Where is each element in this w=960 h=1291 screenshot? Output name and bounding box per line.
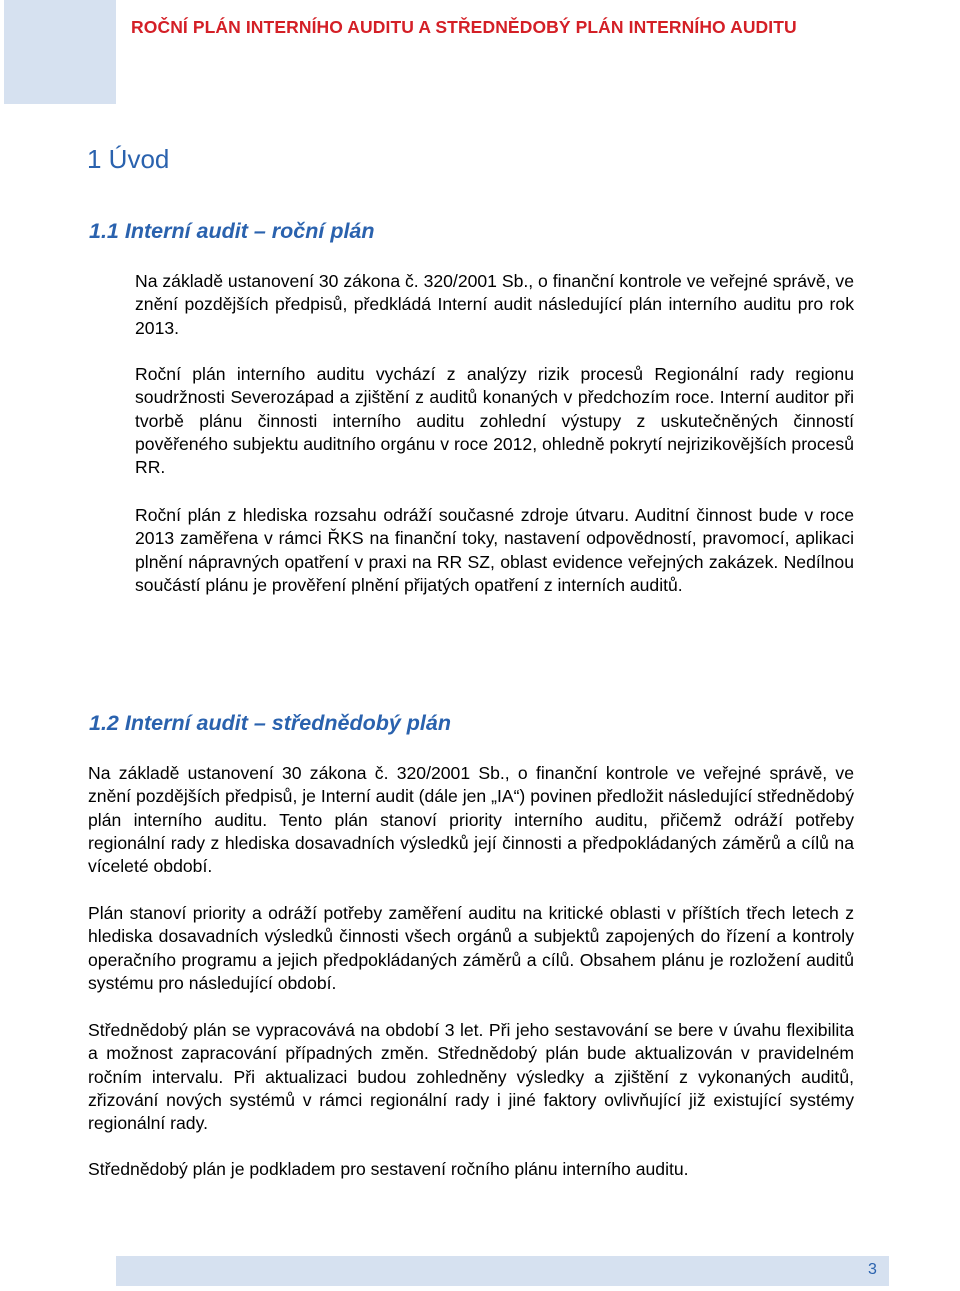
paragraph-strednedoby-1: Na základě ustanovení 30 zákona č. 320/2001 Sb., o finanční kontrole ve veřejné správě, ve znění pozdějších předpisů, je Interní audit (dále jen „IA“) povinen předložit následující střednědobý plán interního auditu. Tento plán stanoví priority interního auditu, přičemž odráží potřeby regionální rady z hlediska dosavadních výsledků její činnosti a předpokládaných záměrů a cílů na víceleté období. — [88, 763, 854, 877]
document-header-title: ROČNÍ PLÁN INTERNÍHO AUDITU A STŘEDNĚDOBÝ PLÁN INTERNÍHO AUDITU — [131, 17, 797, 37]
header-accent-stripe — [4, 0, 116, 104]
paragraph-strednedoby-3: Střednědobý plán se vypracovává na období 3 let. Při jeho sestavování se bere v úvahu flexibilita a možnost zapracování případných změn. Střednědobý plán bude aktualizován v pravidelném ročním intervalu. Při aktualizaci budou zohledněny výsledky a zjištění z vykonaných auditů, zřizování nových systémů v rámci regionální rady i jiné faktory ovlivňující již existující systémy regionální rady. — [88, 1020, 854, 1134]
page-number: 3 — [868, 1261, 877, 1278]
subsection-heading-strednedoby-plan: 1.2 Interní audit – střednědobý plán — [89, 711, 451, 735]
paragraph-strednedoby-4: Střednědobý plán je podkladem pro sestavení ročního plánu interního auditu. — [88, 1159, 689, 1179]
paragraph-rocni-2: Roční plán interního auditu vychází z analýzy rizik procesů Regionální rady regionu soudržnosti Severozápad a zjištění z auditů konaných v předchozím roce. Interní auditor při tvorbě plánu činnosti interního auditu zohlední výstupy z uskutečněných činností pověřeného subjektu auditního orgánu v roce 2012, ohledně pokrytí nejrizikovějších procesů RR. — [135, 364, 854, 478]
paragraph-strednedoby-2: Plán stanoví priority a odráží potřeby zaměření auditu na kritické oblasti v příštích třech letech z hlediska dosavadních výsledků činnosti všech orgánů a subjektů zapojených do řízení a kontroly operačního programu a jejich předpokládaných záměrů a cílů. Obsahem plánu je rozložení auditů systému pro následující období. — [88, 903, 854, 993]
section-heading-uvod: 1 Úvod — [87, 144, 170, 174]
footer-band — [116, 1256, 889, 1286]
paragraph-rocni-3: Roční plán z hlediska rozsahu odráží současné zdroje útvaru. Auditní činnost bude v roce 2013 zaměřena v rámci ŘKS na finanční toky, nastavení odpovědností, pravomocí, aplikaci plnění nápravných opatření v praxi na RR SZ, oblast evidence veřejných zakázek. Nedílnou součástí plánu je prověření plnění přijatých opatření z interních auditů. — [135, 505, 854, 595]
subsection-heading-rocni-plan: 1.1 Interní audit – roční plán — [89, 219, 375, 243]
paragraph-rocni-1: Na základě ustanovení 30 zákona č. 320/2001 Sb., o finanční kontrole ve veřejné správě, ve znění pozdějších předpisů, předkládá Interní audit následující plán interního auditu pro rok 2013. — [135, 271, 854, 338]
